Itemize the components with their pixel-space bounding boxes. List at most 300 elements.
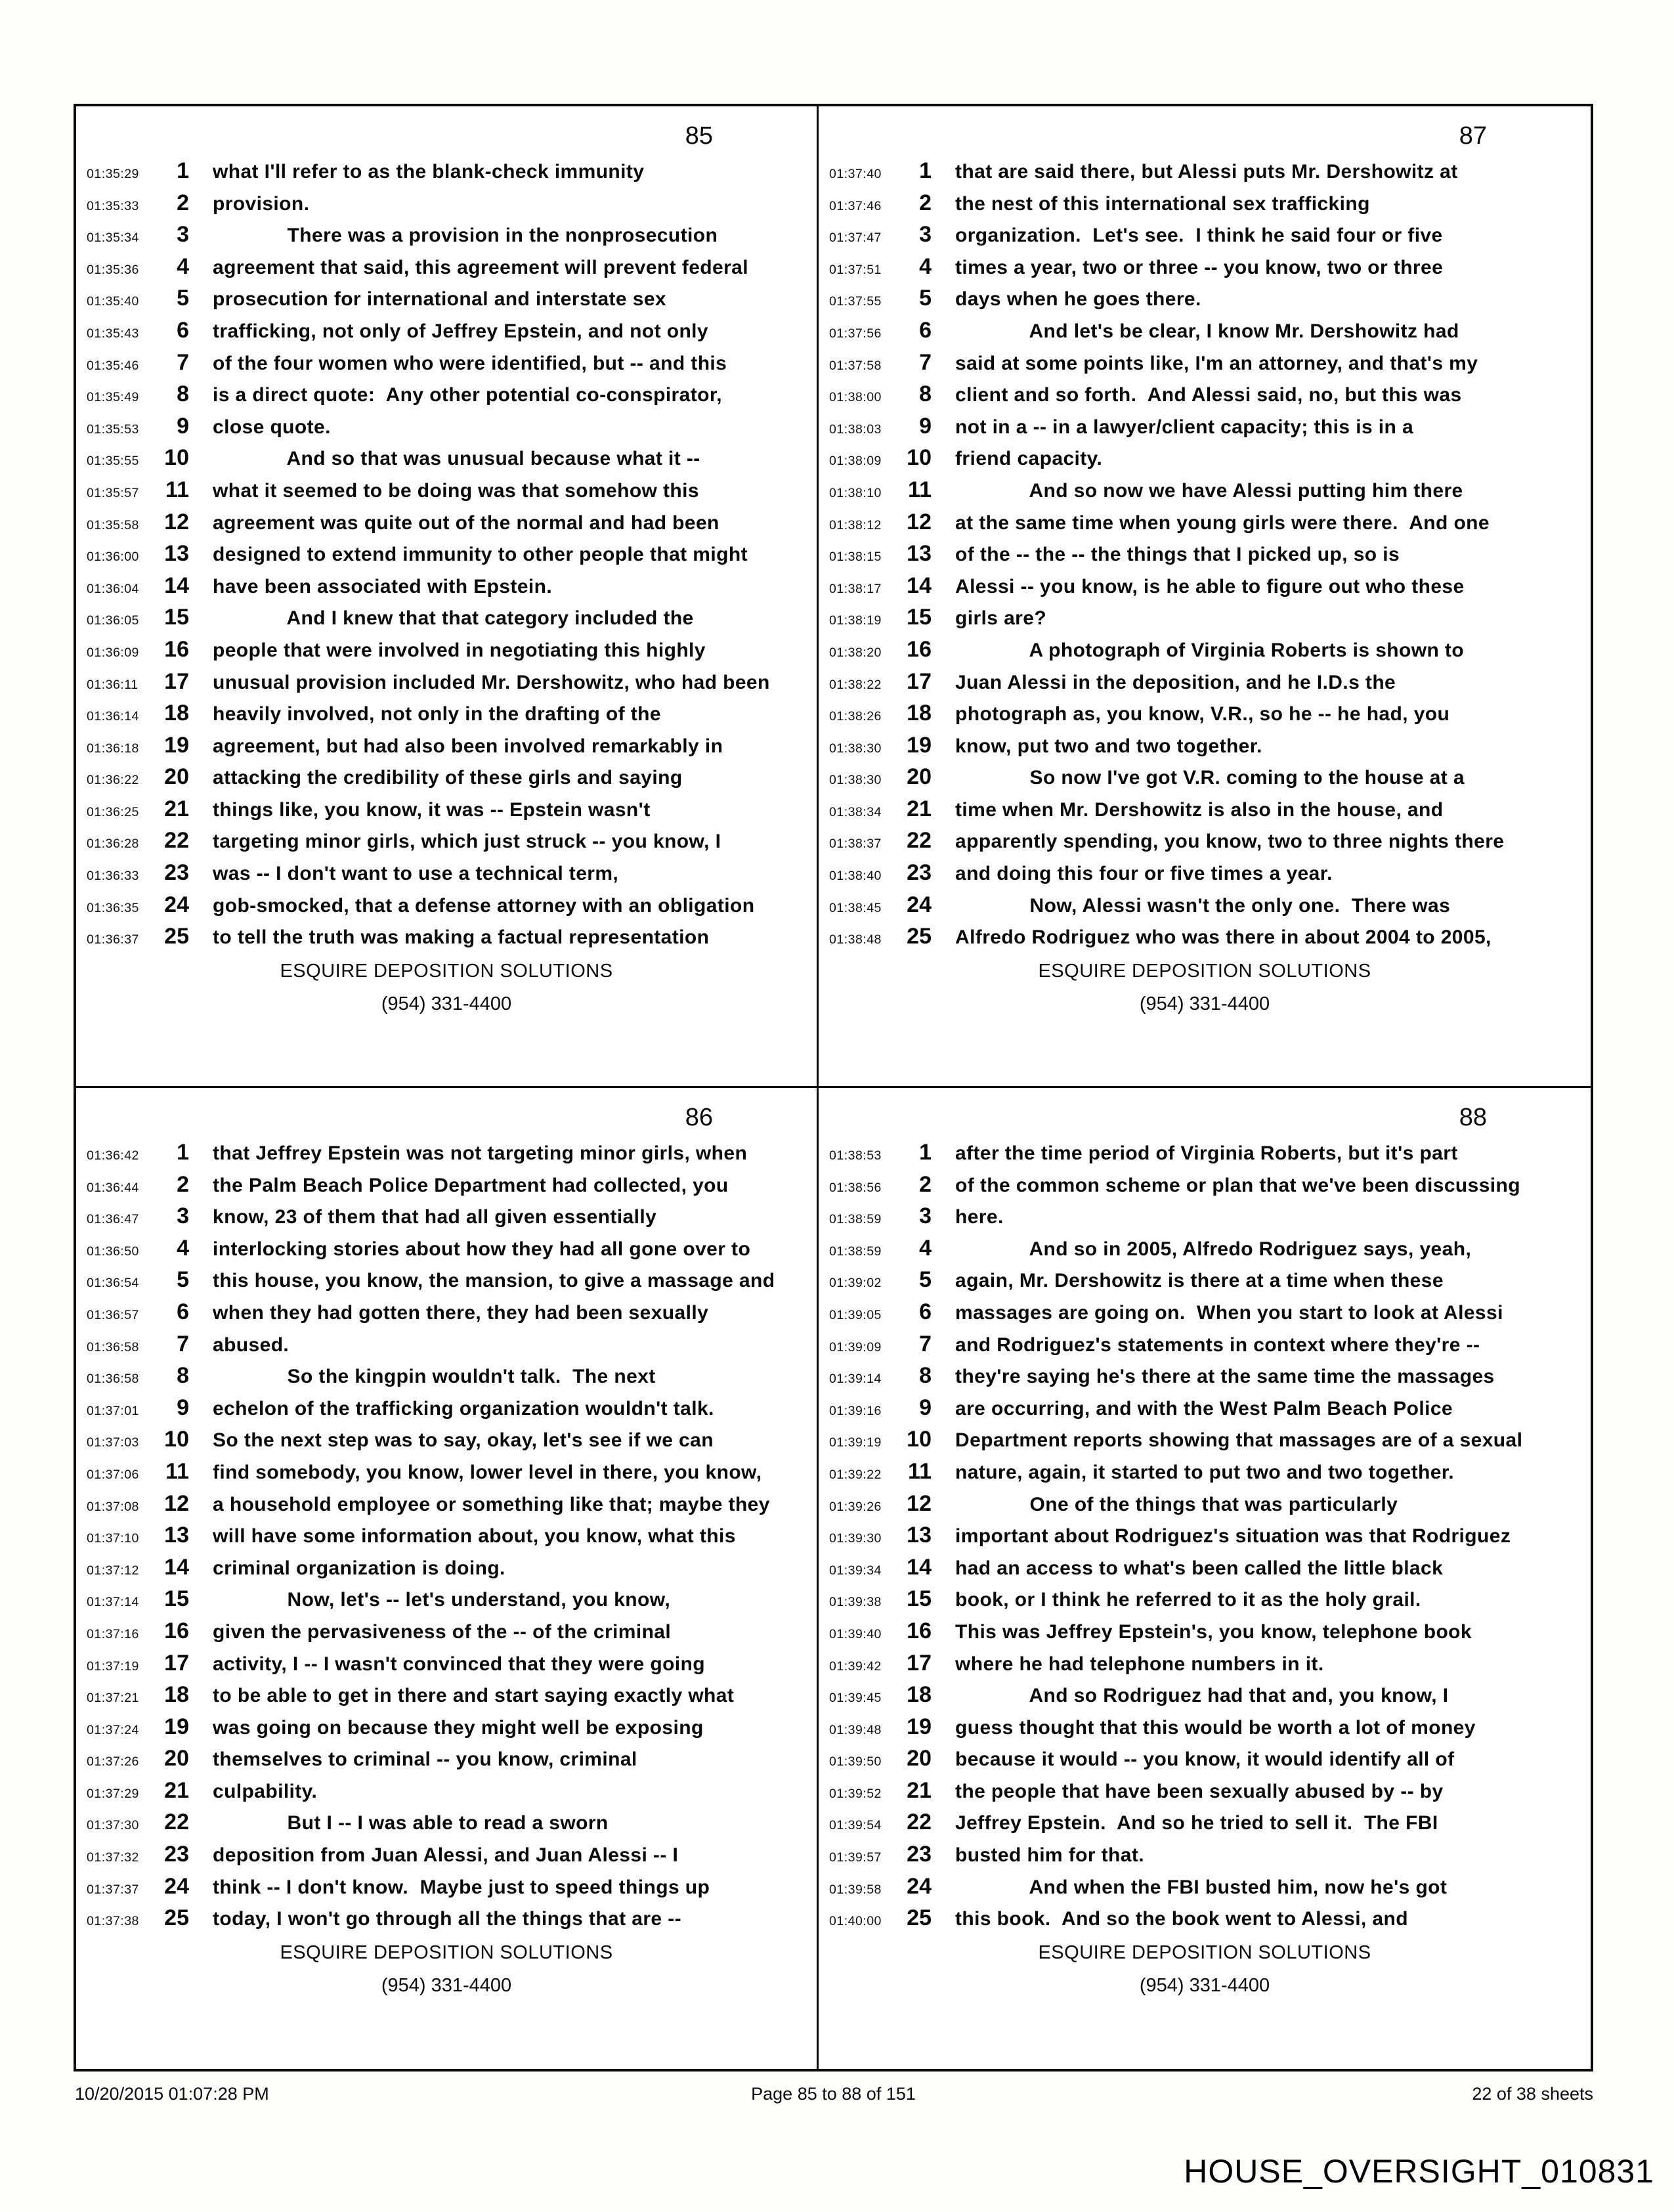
line-number: 9 xyxy=(919,413,932,439)
line-text: client and so forth. And Alessi said, no, but this was xyxy=(955,384,1462,406)
line-text: was -- I don't want to use a technical term, xyxy=(213,863,619,885)
line-number: 3 xyxy=(919,222,932,248)
line-text: abused. xyxy=(213,1334,290,1356)
timestamp: 01:36:04 xyxy=(87,581,139,596)
transcript-line xyxy=(819,219,1591,251)
transcript-line xyxy=(76,1806,817,1838)
line-text: given the pervasiveness of the -- of the criminal xyxy=(213,1620,672,1643)
transcript-line xyxy=(76,1137,817,1169)
line-number: 15 xyxy=(164,605,189,630)
line-number: 7 xyxy=(177,349,189,375)
line-text: when they had gotten there, they had been sexually xyxy=(213,1301,709,1324)
line-number: 7 xyxy=(919,349,932,375)
line-text: days when he goes there. xyxy=(955,288,1201,311)
timestamp: 01:37:38 xyxy=(87,1914,139,1929)
timestamp: 01:35:55 xyxy=(87,454,139,469)
timestamp: 01:38:40 xyxy=(829,869,882,884)
line-text: designed to extend immunity to other people that might xyxy=(213,544,748,566)
timestamp: 01:38:20 xyxy=(829,645,882,660)
timestamp: 01:37:32 xyxy=(87,1850,139,1865)
line-text: things like, you know, it was -- Epstein wasn't xyxy=(213,798,651,821)
timestamp: 01:35:58 xyxy=(87,517,139,532)
line-text: apparently spending, you know, two to three nights there xyxy=(955,831,1505,853)
transcript-line xyxy=(76,1551,817,1584)
line-text: And I knew that that category included the xyxy=(213,607,694,630)
line-number: 6 xyxy=(919,1299,932,1324)
line-text: Department reports showing that massages are of a sexual xyxy=(955,1429,1523,1452)
timestamp: 01:37:29 xyxy=(87,1786,139,1801)
reporter-footer xyxy=(76,961,817,1015)
transcript-line xyxy=(819,155,1591,187)
transcript-line xyxy=(76,697,817,729)
line-text: to be able to get in there and start saying exactly what xyxy=(213,1685,735,1707)
transcript-page-88 xyxy=(819,1088,1591,2069)
reporter-phone: (954) 331-4400 xyxy=(381,993,512,1014)
line-text: So the next step was to say, okay, let's see if we can xyxy=(213,1429,714,1452)
line-text: And let's be clear, I know Mr. Dershowitz had xyxy=(955,320,1459,342)
timestamp: 01:37:12 xyxy=(87,1563,139,1578)
line-number: 22 xyxy=(907,828,932,854)
line-text: provision. xyxy=(213,192,310,215)
line-text: was going on because they might well be exposing xyxy=(213,1716,704,1739)
transcript-line xyxy=(819,378,1591,410)
transcript-line xyxy=(819,282,1591,314)
line-text: There was a provision in the nonprosecution xyxy=(213,225,718,247)
timestamp: 01:36:00 xyxy=(87,550,139,565)
line-text: And when the FBI busted him, now he's got xyxy=(955,1876,1448,1898)
transcript-lines xyxy=(76,155,817,953)
transcript-line xyxy=(76,347,817,379)
timestamp: 01:36:35 xyxy=(87,900,139,915)
timestamp: 01:35:46 xyxy=(87,358,139,373)
line-number: 20 xyxy=(907,764,932,790)
line-number: 16 xyxy=(164,1618,189,1643)
line-text: and Rodriguez's statements in context where they're -- xyxy=(955,1334,1480,1356)
line-text: of the four women who were identified, but -- and this xyxy=(213,352,727,374)
transcript-line xyxy=(819,1328,1591,1360)
line-number: 17 xyxy=(907,1650,932,1676)
timestamp: 01:37:14 xyxy=(87,1595,139,1610)
line-number: 10 xyxy=(907,1427,932,1452)
transcript-line xyxy=(819,1871,1591,1903)
line-number: 20 xyxy=(164,764,189,790)
line-text: and doing this four or five times a year. xyxy=(955,863,1333,885)
timestamp: 01:37:47 xyxy=(829,230,882,246)
line-text: to tell the truth was making a factual representation xyxy=(213,926,710,949)
timestamp: 01:39:02 xyxy=(829,1276,882,1291)
line-text: Jeffrey Epstein. And so he tried to sell it. The FBI xyxy=(955,1812,1438,1834)
transcript-line xyxy=(76,1456,817,1488)
timestamp: 01:39:52 xyxy=(829,1786,882,1801)
line-text: agreement, but had also been involved remarkably in xyxy=(213,735,723,757)
transcript-line xyxy=(819,347,1591,379)
transcript-line xyxy=(819,889,1591,921)
timestamp: 01:39:38 xyxy=(829,1595,882,1610)
line-number: 14 xyxy=(907,1554,932,1580)
line-text: Now, let's -- let's understand, you know, xyxy=(213,1589,671,1611)
transcript-line xyxy=(819,1743,1591,1775)
transcript-line xyxy=(819,666,1591,698)
timestamp: 01:36:54 xyxy=(87,1276,139,1291)
timestamp: 01:39:54 xyxy=(829,1818,882,1833)
line-text: find somebody, you know, lower level in there, you know, xyxy=(213,1461,762,1483)
transcript-line xyxy=(819,601,1591,634)
transcript-line xyxy=(76,634,817,666)
transcript-line xyxy=(819,538,1591,570)
line-text: photograph as, you know, V.R., so he -- he had, you xyxy=(955,703,1450,726)
transcript-line xyxy=(76,729,817,762)
timestamp: 01:39:14 xyxy=(829,1372,882,1387)
page-number: 86 xyxy=(685,1104,713,1131)
transcript-line xyxy=(76,155,817,187)
line-number: 23 xyxy=(164,1842,189,1867)
transcript-line xyxy=(76,1296,817,1328)
line-number: 25 xyxy=(164,924,189,949)
transcript-line xyxy=(76,921,817,953)
line-text: interlocking stories about how they had all gone over to xyxy=(213,1238,751,1260)
timestamp: 01:37:16 xyxy=(87,1626,139,1641)
line-text: this book. And so the book went to Alessi, and xyxy=(955,1908,1408,1930)
transcript-line xyxy=(76,1679,817,1711)
timestamp: 01:37:21 xyxy=(87,1691,139,1706)
line-number: 15 xyxy=(164,1586,189,1612)
transcript-page-87 xyxy=(819,106,1591,1088)
transcript-line xyxy=(819,506,1591,538)
transcript-line xyxy=(819,793,1591,825)
timestamp: 01:37:19 xyxy=(87,1659,139,1674)
line-number: 9 xyxy=(919,1395,932,1420)
transcript-line xyxy=(76,314,817,347)
transcript-line xyxy=(76,282,817,314)
transcript-line xyxy=(819,1296,1591,1328)
line-number: 8 xyxy=(919,381,932,407)
line-text: girls are? xyxy=(955,607,1047,630)
transcript-line xyxy=(76,1871,817,1903)
reporter-footer xyxy=(76,1942,817,1997)
line-text: friend capacity. xyxy=(955,448,1103,470)
line-text: book, or I think he referred to it as the holy grail. xyxy=(955,1589,1421,1611)
line-text: Juan Alessi in the deposition, and he I.D.s the xyxy=(955,671,1396,693)
line-text: will have some information about, you know, what this xyxy=(213,1525,736,1548)
transcript-line xyxy=(76,1264,817,1296)
reporter-name: ESQUIRE DEPOSITION SOLUTIONS xyxy=(1038,1941,1371,1963)
transcript-line xyxy=(819,1551,1591,1584)
timestamp: 01:35:33 xyxy=(87,198,139,213)
line-number: 9 xyxy=(177,1395,189,1420)
line-text: And so in 2005, Alfredo Rodriguez says, yeah, xyxy=(955,1238,1472,1260)
transcript-line xyxy=(76,1360,817,1392)
timestamp: 01:38:26 xyxy=(829,709,882,724)
line-number: 23 xyxy=(907,860,932,886)
transcript-line xyxy=(76,1328,817,1360)
transcript-line xyxy=(819,825,1591,857)
timestamp: 01:38:30 xyxy=(829,741,882,756)
transcript-line xyxy=(819,187,1591,219)
line-text: Alessi -- you know, is he able to figure out who these xyxy=(955,575,1465,597)
line-text: activity, I -- I wasn't convinced that they were going xyxy=(213,1653,705,1675)
line-text: culpability. xyxy=(213,1780,318,1802)
line-number: 17 xyxy=(907,668,932,694)
transcript-line xyxy=(76,1232,817,1265)
timestamp: 01:35:43 xyxy=(87,326,139,341)
timestamp: 01:38:03 xyxy=(829,422,882,437)
timestamp: 01:38:45 xyxy=(829,900,882,915)
line-number: 25 xyxy=(164,1905,189,1931)
timestamp: 01:39:34 xyxy=(829,1563,882,1578)
transcript-line xyxy=(819,1488,1591,1520)
timestamp: 01:38:30 xyxy=(829,773,882,788)
line-number: 24 xyxy=(164,892,189,917)
timestamp: 01:36:57 xyxy=(87,1307,139,1322)
transcript-line xyxy=(76,857,817,889)
transcript-line xyxy=(76,761,817,793)
line-number: 13 xyxy=(164,1523,189,1548)
transcript-line xyxy=(819,1615,1591,1647)
line-text: the people that have been sexually abused by -- by xyxy=(955,1780,1444,1802)
line-number: 10 xyxy=(164,1427,189,1452)
timestamp: 01:39:58 xyxy=(829,1882,882,1897)
timestamp: 01:39:22 xyxy=(829,1467,882,1482)
transcript-line xyxy=(76,1902,817,1934)
line-text: Now, Alessi wasn't the only one. There was xyxy=(955,894,1451,917)
line-text: what I'll refer to as the blank-check immunity xyxy=(213,161,645,183)
timestamp: 01:37:01 xyxy=(87,1403,139,1418)
timestamp: 01:35:29 xyxy=(87,167,139,181)
transcript-line xyxy=(76,1615,817,1647)
line-number: 11 xyxy=(165,1458,189,1484)
line-number: 25 xyxy=(907,924,932,949)
transcript-line xyxy=(819,570,1591,602)
timestamp: 01:37:58 xyxy=(829,358,882,373)
line-text: they're saying he's there at the same time the massages xyxy=(955,1366,1495,1388)
transcript-line xyxy=(76,570,817,602)
line-number: 18 xyxy=(164,1682,189,1708)
timestamp: 01:36:58 xyxy=(87,1372,139,1387)
transcript-line xyxy=(76,889,817,921)
transcript-line xyxy=(819,1519,1591,1551)
reporter-name: ESQUIRE DEPOSITION SOLUTIONS xyxy=(280,1941,613,1963)
transcript-line xyxy=(819,1232,1591,1265)
timestamp: 01:36:11 xyxy=(87,677,139,692)
transcript-lines xyxy=(819,1137,1591,1934)
line-number: 3 xyxy=(919,1204,932,1229)
line-number: 17 xyxy=(164,668,189,694)
line-number: 4 xyxy=(919,1235,932,1261)
transcript-line xyxy=(76,1838,817,1871)
timestamp: 01:36:25 xyxy=(87,804,139,819)
line-text: busted him for that. xyxy=(955,1844,1144,1867)
timestamp: 01:39:09 xyxy=(829,1339,882,1355)
timestamp: 01:35:34 xyxy=(87,230,139,246)
line-text: that Jeffrey Epstein was not targeting minor girls, when xyxy=(213,1142,748,1164)
line-text: agreement that said, this agreement will prevent federal xyxy=(213,256,748,278)
timestamp: 01:38:34 xyxy=(829,804,882,819)
line-text: a household employee or something like that; maybe they xyxy=(213,1493,770,1515)
timestamp: 01:38:19 xyxy=(829,613,882,628)
line-text: One of the things that was particularly xyxy=(955,1493,1398,1515)
transcript-line xyxy=(819,1902,1591,1934)
line-number: 13 xyxy=(907,541,932,567)
transcript-line xyxy=(76,1200,817,1232)
line-number: 9 xyxy=(177,413,189,439)
line-number: 8 xyxy=(177,1363,189,1389)
timestamp: 01:36:05 xyxy=(87,613,139,628)
line-text: echelon of the trafficking organization wouldn't talk. xyxy=(213,1397,714,1420)
transcript-line xyxy=(76,378,817,410)
line-number: 23 xyxy=(164,860,189,886)
line-number: 22 xyxy=(164,1810,189,1835)
line-text: prosecution for international and interstate sex xyxy=(213,288,666,311)
timestamp: 01:40:00 xyxy=(829,1914,882,1929)
line-text: after the time period of Virginia Roberts, but it's part xyxy=(955,1142,1458,1164)
timestamp: 01:36:58 xyxy=(87,1339,139,1355)
timestamp: 01:37:55 xyxy=(829,294,882,309)
line-number: 15 xyxy=(907,1586,932,1612)
line-number: 1 xyxy=(177,1140,189,1165)
line-text: think -- I don't know. Maybe just to speed things up xyxy=(213,1876,710,1898)
timestamp: 01:38:00 xyxy=(829,390,882,405)
page-number: 85 xyxy=(685,122,713,150)
line-number: 13 xyxy=(164,541,189,567)
timestamp: 01:36:09 xyxy=(87,645,139,660)
transcript-line xyxy=(819,857,1591,889)
transcript-line xyxy=(819,1169,1591,1201)
timestamp: 01:37:03 xyxy=(87,1435,139,1450)
transcript-line xyxy=(819,1838,1591,1871)
timestamp: 01:38:12 xyxy=(829,517,882,532)
transcript-line xyxy=(76,1743,817,1775)
line-text: A photograph of Virginia Roberts is shown to xyxy=(955,639,1465,661)
timestamp: 01:37:24 xyxy=(87,1722,139,1737)
line-text: said at some points like, I'm an attorney, and that's my xyxy=(955,352,1478,374)
line-number: 19 xyxy=(907,1714,932,1739)
transcript-line xyxy=(819,921,1591,953)
line-text: But I -- I was able to read a sworn xyxy=(213,1812,609,1834)
transcript-lines xyxy=(76,1137,817,1934)
line-number: 11 xyxy=(908,477,932,502)
page-number: 87 xyxy=(1459,122,1487,150)
line-number: 5 xyxy=(919,1267,932,1293)
reporter-footer xyxy=(819,1942,1591,1997)
reporter-phone: (954) 331-4400 xyxy=(1139,1974,1270,1996)
line-number: 4 xyxy=(177,1235,189,1261)
reporter-footer xyxy=(819,961,1591,1015)
transcript-line xyxy=(76,1647,817,1680)
transcript-line xyxy=(76,666,817,698)
transcript-line xyxy=(819,251,1591,283)
timestamp: 01:39:26 xyxy=(829,1499,882,1514)
line-text: at the same time when young girls were there. And one xyxy=(955,511,1490,534)
line-text: what it seemed to be doing was that somehow this xyxy=(213,479,699,502)
timestamp: 01:36:18 xyxy=(87,741,139,756)
line-text: where he had telephone numbers in it. xyxy=(955,1653,1324,1675)
line-text: important about Rodriguez's situation was that Rodriguez xyxy=(955,1525,1511,1548)
reporter-name: ESQUIRE DEPOSITION SOLUTIONS xyxy=(1038,960,1371,982)
transcript-line xyxy=(76,219,817,251)
line-number: 6 xyxy=(177,317,189,343)
line-number: 5 xyxy=(919,286,932,311)
transcript-line xyxy=(819,1775,1591,1807)
timestamp: 01:35:57 xyxy=(87,485,139,500)
line-number: 7 xyxy=(919,1331,932,1356)
line-number: 13 xyxy=(907,1523,932,1548)
line-text: close quote. xyxy=(213,416,331,438)
transcript-line xyxy=(76,1711,817,1743)
reporter-name: ESQUIRE DEPOSITION SOLUTIONS xyxy=(280,960,613,982)
line-number: 21 xyxy=(907,1777,932,1803)
line-text: have been associated with Epstein. xyxy=(213,575,553,597)
timestamp: 01:39:42 xyxy=(829,1659,882,1674)
timestamp: 01:39:48 xyxy=(829,1722,882,1737)
line-text: targeting minor girls, which just struck -- you know, I xyxy=(213,831,721,853)
line-number: 2 xyxy=(177,1171,189,1197)
timestamp: 01:38:37 xyxy=(829,836,882,852)
line-number: 20 xyxy=(907,1746,932,1771)
line-number: 14 xyxy=(164,573,189,598)
timestamp: 01:37:56 xyxy=(829,326,882,341)
timestamp: 01:39:19 xyxy=(829,1435,882,1450)
transcript-line xyxy=(76,442,817,474)
line-number: 14 xyxy=(164,1554,189,1580)
line-text: Alfredo Rodriguez who was there in about 2004 to 2005, xyxy=(955,926,1492,949)
line-text: because it would -- you know, it would identify all of xyxy=(955,1748,1455,1771)
timestamp: 01:38:10 xyxy=(829,485,882,500)
line-text: And so that was unusual because what it -- xyxy=(213,448,700,470)
timestamp: 01:37:08 xyxy=(87,1499,139,1514)
transcript-line xyxy=(76,474,817,506)
line-number: 24 xyxy=(907,892,932,917)
line-text: unusual provision included Mr. Dershowitz, who had been xyxy=(213,671,770,693)
timestamp: 01:38:59 xyxy=(829,1212,882,1227)
transcript-line xyxy=(819,1392,1591,1424)
transcript-line xyxy=(819,1456,1591,1488)
line-number: 21 xyxy=(164,1777,189,1803)
timestamp: 01:39:57 xyxy=(829,1850,882,1865)
line-number: 5 xyxy=(177,1267,189,1293)
line-text: of the -- the -- the things that I picked up, so is xyxy=(955,544,1400,566)
line-number: 11 xyxy=(908,1458,932,1484)
line-text: attacking the credibility of these girls and saying xyxy=(213,767,683,789)
timestamp: 01:35:40 xyxy=(87,294,139,309)
timestamp: 01:38:48 xyxy=(829,932,882,947)
transcript-line xyxy=(819,410,1591,443)
timestamp: 01:37:37 xyxy=(87,1882,139,1897)
page-number: 88 xyxy=(1459,1104,1487,1131)
line-number: 22 xyxy=(907,1810,932,1835)
timestamp: 01:37:26 xyxy=(87,1754,139,1769)
line-number: 3 xyxy=(177,1204,189,1229)
line-number: 2 xyxy=(177,190,189,215)
bates-number: HOUSE_OVERSIGHT_010831 xyxy=(1184,2153,1654,2190)
transcript-line xyxy=(76,251,817,283)
line-number: 8 xyxy=(177,381,189,407)
line-number: 5 xyxy=(177,286,189,311)
line-number: 17 xyxy=(164,1650,189,1676)
line-text: nature, again, it started to put two and two together. xyxy=(955,1461,1454,1483)
line-text: And so now we have Alessi putting him there xyxy=(955,479,1463,502)
timestamp: 01:38:53 xyxy=(829,1148,882,1163)
transcript-line xyxy=(76,601,817,634)
transcript-page-86 xyxy=(76,1088,819,2069)
transcript-line xyxy=(819,1679,1591,1711)
transcript-line xyxy=(819,1360,1591,1392)
transcript-line xyxy=(76,1583,817,1615)
sheet-count: 22 of 38 sheets xyxy=(1472,2084,1593,2104)
line-number: 19 xyxy=(907,732,932,758)
page-range: Page 85 to 88 of 151 xyxy=(751,2084,916,2104)
line-text: not in a -- in a lawyer/client capacity; this is in a xyxy=(955,416,1414,438)
transcript-lines xyxy=(819,155,1591,953)
